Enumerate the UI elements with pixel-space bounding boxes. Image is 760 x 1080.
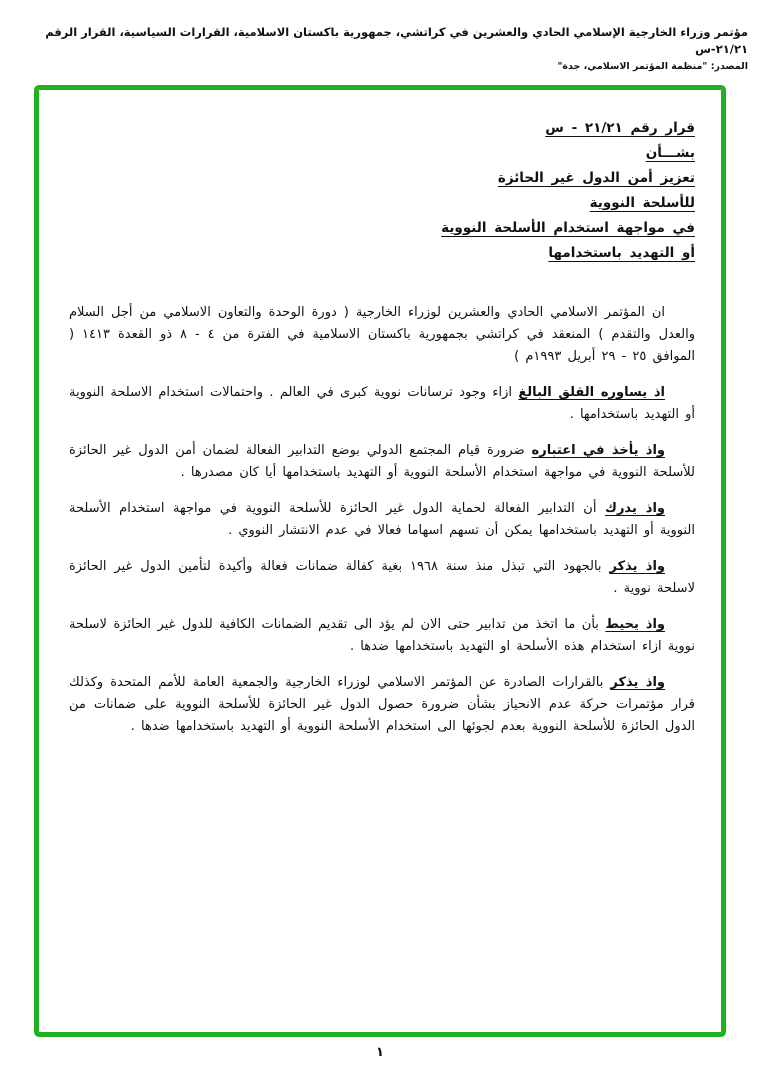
paragraph-lead: واذ يحيط — [605, 617, 665, 633]
title-line: في مواجهة استخدام الأسلحة النووية — [441, 220, 695, 237]
paragraph-text: ضرورة قيام المجتمع الدولي بوضع التدابير الفعالة لضمان أمن الدول غير الحائزة للأسلحة النووية في مواجهة استخدام الأسلحة النووية أو التهديد باستخدامها أيا كان مصدرها . — [69, 443, 695, 481]
header-source-line — [12, 61, 748, 72]
paragraph-text: ازاء وجود ترسانات نووية كبرى في العالم . واحتمالات استخدام الاسلحة النووية أو التهديد باستخدامها . — [69, 385, 695, 423]
paragraph-text: بالجهود التي تبذل منذ سنة ١٩٦٨ بغية كفالة ضمانات فعالة وأكيدة لتأمين الدول غير الحائزة لاسلحة نووية . — [69, 559, 695, 597]
resolution-body — [69, 302, 695, 738]
paragraph — [69, 672, 695, 738]
paragraph-text: بأن ما اتخذ من تدابير حتى الان لم يؤد الى تقديم الضمانات الكافية للدول غير الحائزة لاسلحة نووية ازاء استخدام هذه الأسلحة او التهديد باستخدامها ضدها . — [69, 617, 695, 655]
paragraph-text: ان المؤتمر الاسلامي الحادي والعشرين لوزراء الخارجية ( دورة الوحدة والتعاون الاسلامي من أجل السلام والعدل والتقدم ) المنعقد في كراتشي بجمهورية باكستان الاسلامية في الفترة من ٤ - ٨ ذو القعدة ١٤١٣ ( الموافق ٢٥ - ٢٩ أبريل ١٩٩٣م ) — [69, 305, 695, 365]
source-value: "منظمة المؤتمر الاسلامي، جدة" — [557, 61, 708, 73]
paragraph-lead: واذ يذكر — [610, 675, 666, 691]
paragraph-text: بالقرارات الصادرة عن المؤتمر الاسلامي لوزراء الخارجية والجمعية العامة للأمم المتحدة وكذلك قرار مؤتمرات حركة عدم الانحياز بشأن ضرورة حصول الدول غير الحائزة للأسلحة النووية على ضمانات من الدول الحائزة للأسلحة النووية بعدم لجوئها الى استخدام الأسلحة النووية أو التهديد باستخدامها ضدها . — [69, 675, 695, 735]
paragraph — [69, 382, 695, 426]
title-line: تعزيز أمن الدول غير الحائزة — [497, 170, 695, 187]
title-line: بشـــأن — [645, 145, 695, 162]
paragraph — [69, 556, 695, 600]
paragraph-lead: اذ يساوره القلق البالغ — [518, 385, 665, 401]
paragraph-text: أن التدابير الفعالة لحماية الدول غير الحائزة للأسلحة النووية في مواجهة استخدام الأسلحة النووية أو التهديد باستخدامها يمكن أن تسهم اسهاما فعالا في عدم الانتشار النووي . — [69, 501, 695, 539]
page-number: ١ — [376, 1045, 384, 1061]
title-line: قرار رقم ٢١/٢١ - س — [545, 120, 695, 137]
paragraph — [69, 440, 695, 484]
paragraph — [69, 498, 695, 542]
header-citation: مؤتمر وزراء الخارجية الإسلامي الحادي والعشرين في كراتشي، جمهورية باكستان الاسلامية، القرارات السياسية، القرار الرقم ٢١/٢١-س — [45, 25, 748, 56]
paragraph-lead: واذ يذكر — [609, 559, 665, 575]
title-line: أو التهديد باستخدامها — [548, 245, 695, 262]
paragraph-lead: واذ يأخذ في اعتباره — [531, 443, 665, 459]
paragraph-lead: واذ يدرك — [605, 501, 665, 517]
scanned-document-frame — [34, 85, 726, 1037]
resolution-title-block — [247, 116, 695, 266]
paragraph — [69, 302, 695, 368]
source-label: المصدر: — [710, 61, 748, 73]
title-line: للأسلحة النووية — [589, 195, 695, 212]
paragraph — [69, 614, 695, 658]
document-header — [0, 0, 760, 72]
